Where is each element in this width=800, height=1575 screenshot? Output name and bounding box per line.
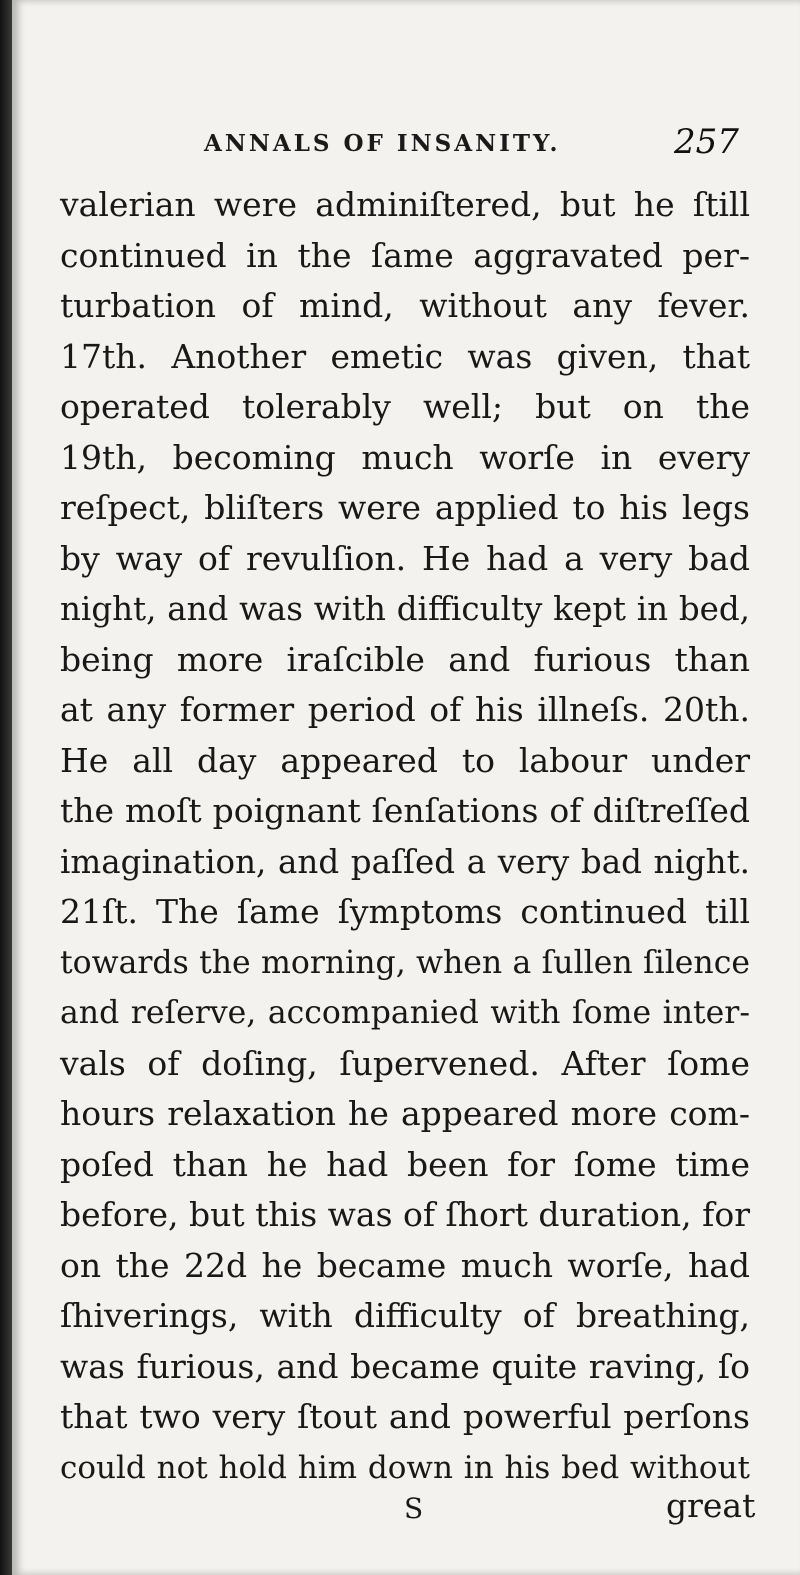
page-edge-shadow: [0, 0, 12, 1575]
text-line: continued in the ſame aggravated per-: [60, 235, 750, 275]
text-line: towards the morning, when a ſullen ſilence: [60, 944, 750, 981]
text-line: that two very ſtout and powerful perſons: [60, 1397, 750, 1436]
text-line: and reſerve, accompanied with ſome inter-: [60, 995, 750, 1031]
text-line: hours relaxation he appeared more com-: [60, 1094, 750, 1133]
text-line: imagination, and paſſed a very bad night.: [60, 842, 750, 881]
signature-mark: S: [404, 1492, 424, 1525]
text-line: ſhiverings, with difficulty of breathing,: [60, 1296, 750, 1335]
text-line: before, but this was of ſhort duration, for: [60, 1195, 751, 1234]
text-line: reſpect, bliſters were applied to his legs: [60, 488, 750, 527]
text-line: valerian were adminiſtered, but he ſtill: [60, 185, 750, 224]
text-line: 19th, becoming much worſe in every: [60, 437, 750, 477]
text-line: turbation of mind, without any fever.: [60, 286, 750, 325]
text-line: on the 22d he became much worſe, had: [60, 1245, 750, 1285]
text-line: operated tolerably well; but on the: [60, 387, 750, 426]
text-line: by way of revulſion. He had a very bad: [60, 538, 750, 578]
text-line: could not hold him down in his bed without: [60, 1449, 750, 1486]
text-line: He all day appeared to labour under: [60, 740, 750, 780]
text-line: at any former period of his illneſs. 20th.: [60, 690, 750, 729]
body-text: [60, 180, 750, 1493]
text-line: vals of doſing, ſupervened. After ſome: [60, 1043, 750, 1083]
text-line: being more iraſcible and furious than: [60, 639, 750, 679]
running-title: ANNALS OF INSANITY.: [204, 130, 561, 157]
book-page: [12, 0, 800, 1575]
catchword: great: [666, 1486, 756, 1525]
text-line: night, and was with difficulty kept in bed,: [60, 590, 750, 628]
text-line: was furious, and became quite raving, ſo: [60, 1346, 750, 1386]
page-number: 257: [674, 122, 739, 162]
page-footer: [12, 1484, 800, 1544]
text-line: the moſt poignant ſenſations of diſtreſſed: [60, 791, 750, 830]
page-header: [12, 118, 800, 178]
text-line: 17th. Another emetic was given, that: [60, 336, 750, 376]
text-line: poſed than he had been for ſome time: [60, 1144, 750, 1184]
text-line: 21ſt. The ſame ſymptoms continued till: [60, 892, 750, 931]
